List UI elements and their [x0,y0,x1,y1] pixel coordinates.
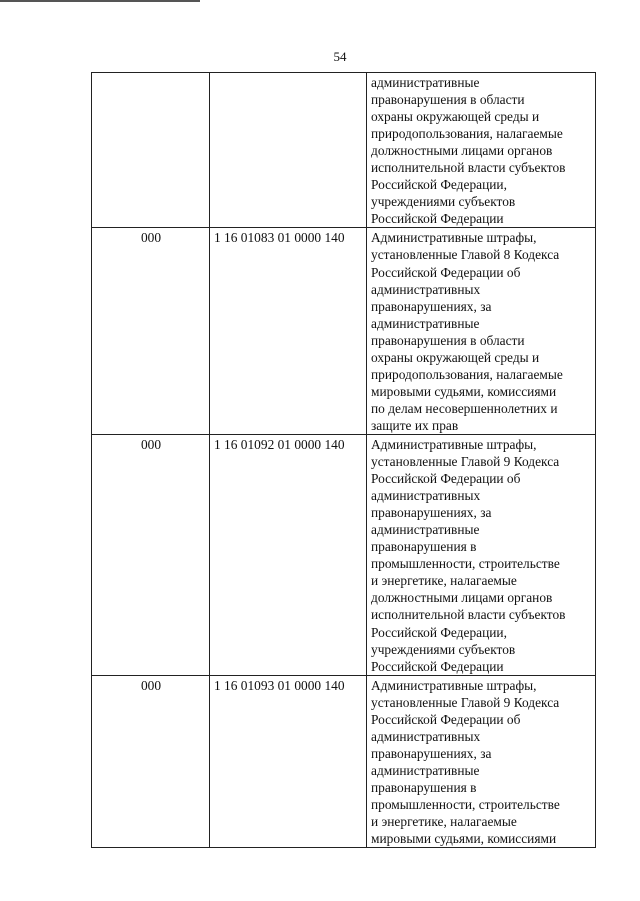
admin-code-cell: 000 [92,675,210,847]
description-line: административные [371,75,480,90]
description-line: Административные штрафы, [371,230,537,246]
description-line: Российской Федерации об [371,471,521,487]
description-line: административных [371,728,481,744]
description-line: защите их прав [371,417,459,433]
description-line: должностными лицами органов [371,143,553,159]
description-line: мировыми судьями, комиссиями [371,831,557,847]
description-line: Российской Федерации [371,658,504,674]
table-body [92,73,596,848]
description-line: исполнительной власти субъектов [371,607,566,623]
description-line: учреждениями субъектов [371,641,516,657]
description-line: правонарушениях, за [371,505,492,521]
description-line: Российской Федерации, [371,624,507,640]
description-line: административные [371,762,480,778]
description-line: правонарушениях, за [371,745,492,761]
description-line: Административные штрафы, [371,436,537,452]
description-line: по делам несовершеннолетних и [371,400,558,416]
description-line: Административные штрафы, [371,677,537,693]
page-number: 54 [333,49,347,64]
description-line: административных [371,488,481,504]
description-line: и энергетике, налагаемые [371,573,517,589]
admin-code-cell: 000 [92,434,210,675]
description-cell [367,675,596,847]
description-line: правонарушения в [371,779,477,795]
admin-code-cell: 000 [92,228,210,435]
kbk-code-cell [210,73,367,228]
description-line: должностными лицами органов [371,590,553,606]
description-line: промышленности, строительстве [371,556,560,572]
description-line: исполнительной власти субъектов [371,160,566,176]
description-line: и энергетике, налагаемые [371,814,517,830]
description-line: охраны окружающей среды и [371,349,540,365]
description-line: установленные Главой 9 Кодекса [371,454,560,470]
description-line: Российской Федерации [371,211,504,227]
description-line: административных [371,281,481,297]
table-row [92,228,596,435]
table-row [92,675,596,847]
table-row [92,434,596,675]
description-line: административные [371,315,480,331]
description-cell [367,73,596,228]
description-line: учреждениями субъектов [371,194,516,210]
kbk-code-cell: 1 16 01092 01 0000 140 [210,434,367,675]
description-line: установленные Главой 9 Кодекса [371,694,560,710]
description-line: Российской Федерации об [371,264,521,280]
description-line: правонарушения в области [371,92,525,108]
budget-codes-table [91,72,596,848]
scan-edge-mark [0,0,200,2]
description-cell [367,434,596,675]
description-line: промышленности, строительстве [371,796,560,812]
kbk-code-cell: 1 16 01083 01 0000 140 [210,228,367,435]
description-line: правонарушениях, за [371,298,492,314]
description-line: Российской Федерации, [371,177,507,193]
description-line: административные [371,522,480,538]
description-line: правонарушения в [371,539,477,555]
description-line: Российской Федерации об [371,711,521,727]
description-line: охраны окружающей среды и [371,109,540,125]
description-line: природопользования, налагаемые [371,126,563,142]
description-line: природопользования, налагаемые [371,366,563,382]
description-line: правонарушения в области [371,332,525,348]
description-line: установленные Главой 8 Кодекса [371,247,560,263]
table-row [92,73,596,228]
description-line: мировыми судьями, комиссиями [371,383,557,399]
admin-code-cell [92,73,210,228]
description-cell [367,228,596,435]
kbk-code-cell: 1 16 01093 01 0000 140 [210,675,367,847]
